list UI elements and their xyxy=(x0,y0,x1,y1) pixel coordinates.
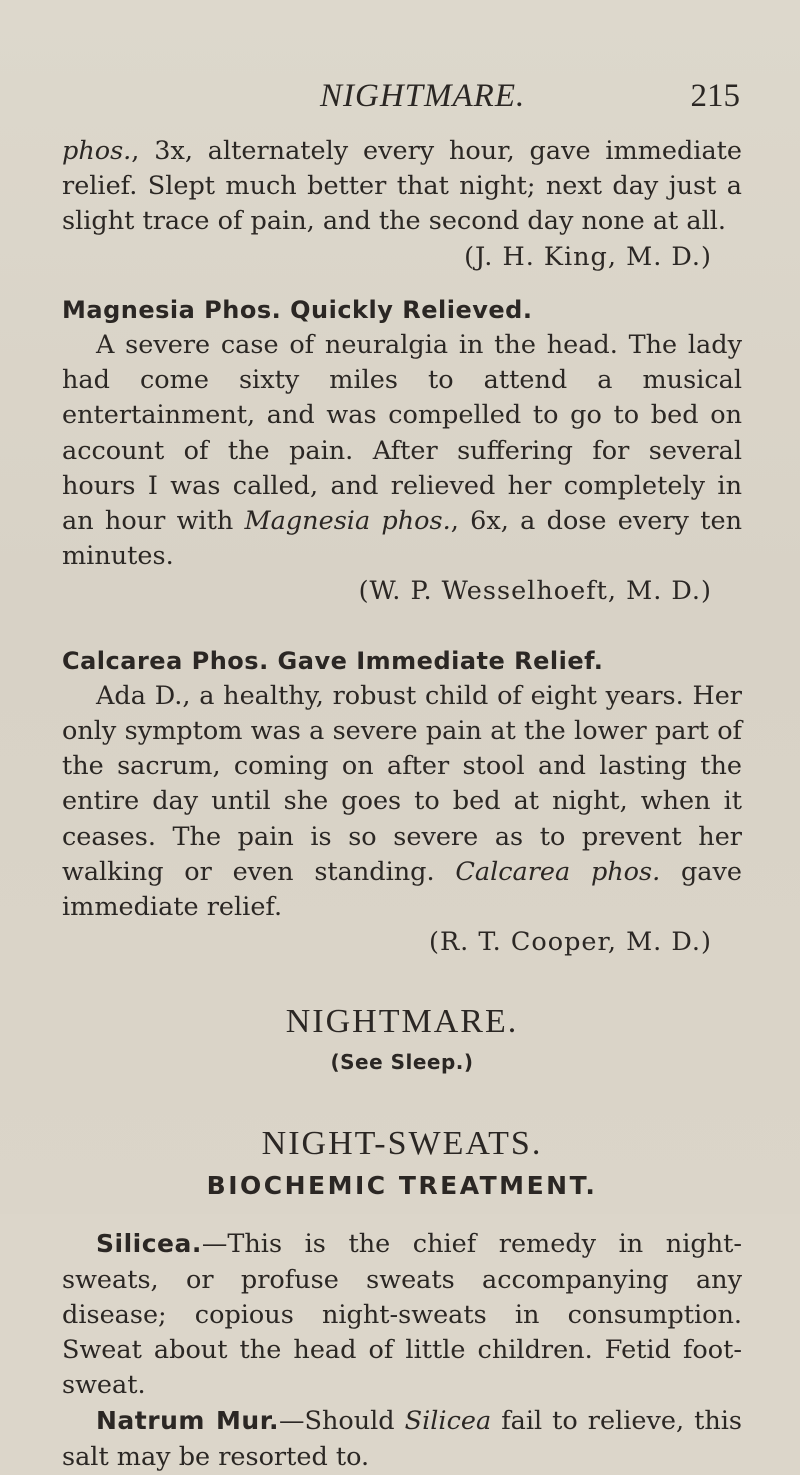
signature-cooper: (R. T. Cooper, M. D.) xyxy=(429,927,712,958)
paragraph-natrum xyxy=(62,1403,742,1474)
remedy-fragment: phos. xyxy=(62,136,132,166)
section-heading-calcarea: Calcarea Phos. Gave Immediate Relief. xyxy=(62,646,604,675)
title-night-sweats: NIGHT-SWEATS. xyxy=(261,1125,543,1163)
remedy-reference: Silicea xyxy=(404,1406,492,1437)
remedy-name: Magnesia phos. xyxy=(244,506,451,537)
section-heading-magnesia: Magnesia Phos. Quickly Relieved. xyxy=(62,295,533,324)
remedy-name: Calcarea phos. xyxy=(455,856,661,887)
title-nightmare: NIGHTMARE. xyxy=(285,1003,519,1041)
paragraph-silicea xyxy=(62,1226,742,1403)
paragraph-text: —Should xyxy=(278,1406,405,1437)
paragraph-text: fail to relieve, this salt may be resorted to. xyxy=(62,1406,742,1472)
paragraph-text: , 3x, alternately every hour, gave immediate relief. Slept much better that night; next day just a slight trace of pain, and the second day none at all. xyxy=(62,136,742,237)
paragraph-text: , 6x, a dose every ten minutes. xyxy=(62,506,742,572)
paragraph-text: —This is the chief remedy in night-sweats, or profuse sweats accompanying any disease; copious night-sweats in consumption. Sweat about the head of little children. Fetid foot-sweat. xyxy=(62,1229,742,1401)
continued-paragraph xyxy=(62,134,742,240)
subtitle-biochemic: BIOCHEMIC TREATMENT. xyxy=(206,1171,598,1201)
remedy-name: Silicea. xyxy=(96,1229,202,1259)
remedy-name: Natrum Mur. xyxy=(96,1406,279,1436)
paragraph-calcarea xyxy=(62,679,742,925)
paragraph-text: gave immediate relief. xyxy=(62,856,742,923)
see-also-reference: (See Sleep.) xyxy=(330,1050,474,1075)
signature-king: (J. H. King, M. D.) xyxy=(464,241,712,272)
paragraph-text: Ada D., a healthy, robust child of eight years. Her only symptom was a severe pain at the lower part of the sacrum, coming on after stool and lasting the entire day until she goes to bed at night, when it ceases. The pain is so severe as to prevent her walking or even standing. xyxy=(62,680,742,887)
page-header xyxy=(0,78,800,118)
signature-wesselhoeft: (W. P. Wesselhoeft, M. D.) xyxy=(358,576,712,607)
page-body xyxy=(62,134,742,1475)
paragraph-magnesia xyxy=(62,328,742,574)
running-head: NIGHTMARE. xyxy=(320,78,526,114)
page-number: 215 xyxy=(690,78,740,114)
paragraph-text: A severe case of neuralgia in the head. The lady had come sixty miles to attend a musical entertainment, and was compelled to go to bed on account of the pain. After suffering for several hours I was called, and relieved her completely in an hour with xyxy=(62,330,742,537)
